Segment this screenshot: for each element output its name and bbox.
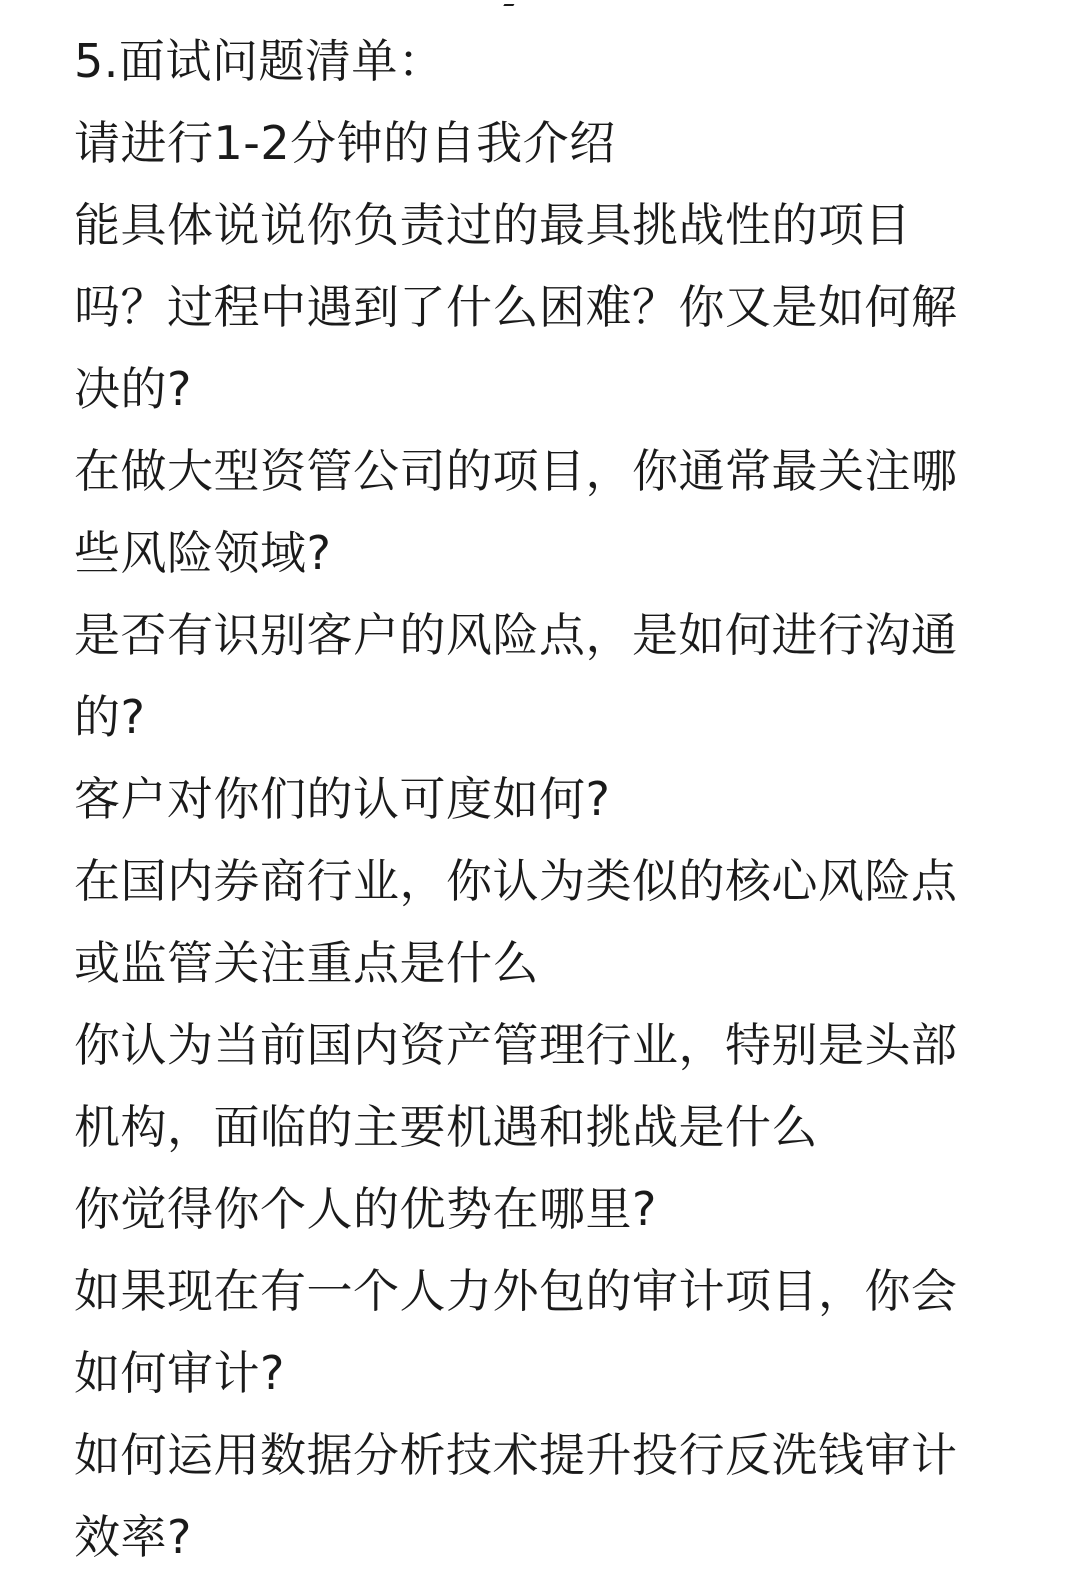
question-line: 如果现在有一个人力外包的审计项目，你会 [74,1264,958,1318]
question-line: 决的? [74,362,192,416]
question-line: 客户对你们的认可度如何? [74,772,611,826]
question-line: 或监管关注重点是什么 [74,936,539,990]
question-line: 如何审计? [74,1346,285,1400]
question-line: 请进行1-2分钟的自我介绍 [74,116,616,170]
question-line: 能具体说说你负责过的最具挑战性的项目 [74,198,911,252]
question-line: 在国内券商行业，你认为类似的核心风险点 [74,854,958,908]
question-line: 如何运用数据分析技术提升投行反洗钱审计 [74,1428,958,1482]
question-line: 些风险领域? [74,526,332,580]
top-edge-mark [503,0,516,6]
question-line: 在做大型资管公司的项目，你通常最关注哪 [74,444,958,498]
question-line: 是否有识别客户的风险点，是如何进行沟通 [74,608,958,662]
question-line: 机构，面临的主要机遇和挑战是什么 [74,1100,818,1154]
question-line: 效率? [74,1510,192,1564]
question-line: 你认为当前国内资产管理行业，特别是头部 [74,1018,958,1072]
question-line: 吗？过程中遇到了什么困难？你又是如何解 [74,280,958,334]
question-line: 的? [74,690,146,744]
interview-question-list [74,20,1004,1578]
question-line: 你觉得你个人的优势在哪里? [74,1182,657,1236]
list-heading: 5.面试问题清单： [74,34,445,88]
